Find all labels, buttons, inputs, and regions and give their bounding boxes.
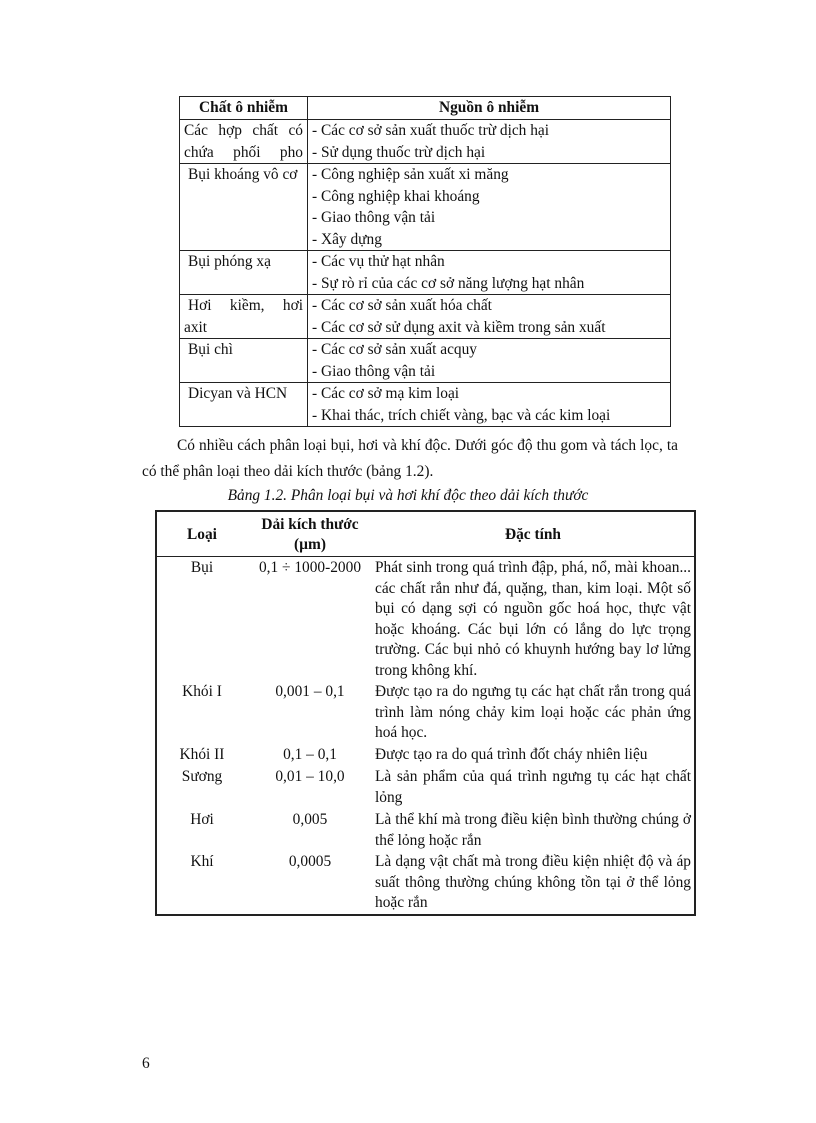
pollutant-cell — [180, 383, 308, 427]
source-cell — [308, 164, 671, 251]
pollutant-cell — [180, 164, 308, 251]
row-type: Khói I — [182, 683, 222, 700]
source-cell — [308, 251, 671, 295]
table2-header-row — [157, 512, 694, 557]
pollutant-line: Bụi khoáng vô cơ — [188, 166, 298, 183]
source-line: - Sử dụng thuốc trừ dịch hại — [312, 143, 486, 161]
row-desc: Được tạo ra do quá trình đốt cháy nhiên liệu — [375, 746, 648, 763]
body-paragraph — [142, 433, 678, 485]
pollutant-line: Bụi phóng xạ — [188, 253, 271, 270]
table-row — [180, 164, 671, 251]
particle-size-table — [155, 510, 696, 916]
row-type: Hơi — [190, 811, 214, 828]
source-cell — [308, 120, 671, 164]
row-type: Khí — [190, 853, 214, 870]
row-desc: Là sản phẩm của quá trình ngưng tụ các hạt chất lỏng — [375, 768, 691, 806]
source-line: - Công nghiệp sản xuất xi măng — [312, 166, 509, 183]
header-size-line1: Dải kích thước — [261, 516, 359, 533]
table-row — [180, 251, 671, 295]
row-size: 0,1 – 0,1 — [283, 746, 337, 763]
header-pollutant: Chất ô nhiễm — [180, 97, 308, 120]
table-row — [180, 383, 671, 427]
table-row — [180, 120, 671, 164]
table1-header-row — [180, 97, 671, 120]
row-size: 0,005 — [292, 811, 328, 828]
row-size: 0,01 – 10,0 — [275, 768, 345, 785]
row-type: Bụi — [190, 559, 214, 576]
source-cell — [308, 383, 671, 427]
row-desc: Là dạng vật chất mà trong điều kiện nhiệt độ và áp suất thông thường chúng không tồn tại ở thể lỏng hoặc rắn — [375, 853, 691, 911]
source-line: - Công nghiệp khai khoáng — [312, 187, 480, 205]
pollutant-line: Bụi chì — [188, 341, 233, 358]
source-line: - Khai thác, trích chiết vàng, bạc và các kim loại — [312, 406, 611, 424]
source-line: - Xây dựng — [312, 230, 382, 248]
source-line: - Các cơ sở sử dụng axit và kiềm trong sản xuất — [312, 318, 606, 336]
source-line: - Các cơ sở mạ kim loại — [312, 385, 460, 402]
row-desc: Được tạo ra do ngưng tụ các hạt chất rắn trong quá trình làm nóng chảy kim loại hoặc các phản ứng hoá học. — [375, 683, 691, 741]
source-cell — [308, 295, 671, 339]
row-desc: Phát sinh trong quá trình đập, phá, nổ, mài khoan... các chất rắn như đá, quặng, than, kim loại. Một số bụi có dạng sợi có nguồn gốc hoá học, thực vật hoặc khoáng. Các bụi lớn có lắng do lực trọng trường. Các bụi nhỏ có khuynh hướng bay lơ lửng trong không khí. — [375, 559, 691, 679]
pollutant-line: axit — [184, 318, 208, 336]
source-line: - Các cơ sở sản xuất thuốc trừ dịch hại — [312, 122, 550, 139]
header-size-line2: (µm) — [294, 536, 326, 553]
pollutant-cell — [180, 251, 308, 295]
source-line: - Các cơ sở sản xuất hóa chất — [312, 297, 492, 314]
source-line: - Các cơ sở sản xuất acquy — [312, 341, 477, 358]
paragraph-line-1: Có nhiều cách phân loại bụi, hơi và khí độc. Dưới góc độ thu gom và tách lọc, ta — [177, 437, 678, 454]
pollution-sources-table — [179, 96, 671, 427]
row-size: 0,0005 — [288, 853, 332, 870]
row-type: Sương — [181, 768, 223, 785]
source-cell — [308, 339, 671, 383]
pollutant-line: Các hợp chất có — [184, 122, 303, 139]
source-line: - Sự rò rỉ của các cơ sở năng lượng hạt nhân — [312, 274, 585, 292]
paragraph-line-2: có thể phân loại theo dải kích thước (bảng 1.2). — [142, 463, 434, 480]
row-size: 0,1 ÷ 1000-2000 — [258, 559, 362, 576]
pollutant-line: Dicyan và HCN — [188, 385, 288, 402]
source-line: - Giao thông vận tải — [312, 362, 436, 380]
pollutant-cell — [180, 295, 308, 339]
pollutant-line: Hơi kiềm, hơi — [188, 297, 303, 314]
source-line: - Các vụ thử hạt nhân — [312, 253, 445, 270]
table-caption: Bảng 1.2. Phân loại bụi và hơi khí độc theo dải kích thước — [227, 487, 589, 504]
header-desc: Đặc tính — [504, 526, 561, 543]
row-size: 0,001 – 0,1 — [275, 683, 345, 700]
pollutant-cell — [180, 120, 308, 164]
table-row — [180, 295, 671, 339]
row-type: Khói II — [179, 746, 225, 763]
table-row — [180, 339, 671, 383]
page-number: 6 — [142, 1055, 150, 1072]
header-type: Loại — [187, 526, 217, 543]
source-line: - Giao thông vận tải — [312, 209, 436, 226]
row-desc: Là thể khí mà trong điều kiện bình thường chúng ở thể lỏng hoặc rắn — [375, 811, 691, 849]
pollutant-line: chứa phối pho — [184, 143, 303, 161]
pollutant-cell — [180, 339, 308, 383]
header-source: Nguồn ô nhiễm — [308, 97, 671, 120]
